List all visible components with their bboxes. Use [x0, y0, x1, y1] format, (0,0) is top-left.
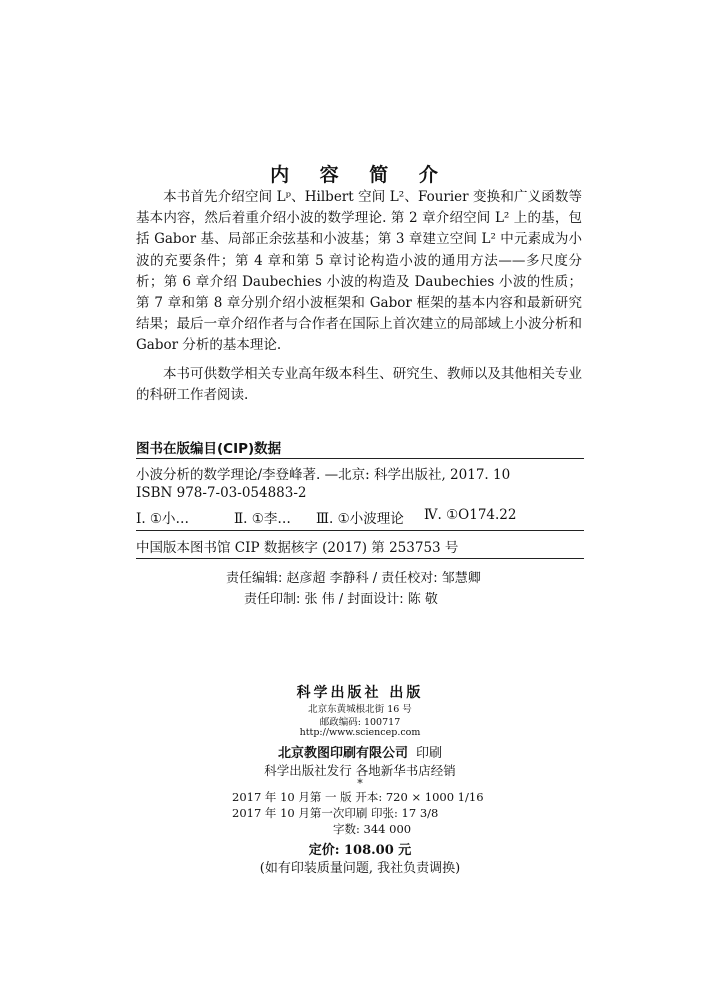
- cip-class-4: Ⅳ. ①O174.22: [424, 507, 517, 523]
- publisher-website: http://www.sciencep.com: [299, 727, 421, 738]
- cip-catalog-line: 小波分析的数学理论/李登峰著. —北京: 科学出版社, 2017. 10: [136, 467, 511, 483]
- quality-notice: (如有印装质量问题, 我社负责调换): [259, 861, 461, 876]
- printer-suffix: 印刷: [416, 746, 443, 761]
- publisher-address: 北京东黄城根北街 16 号: [308, 704, 412, 715]
- summary-paragraph-1: [136, 187, 582, 357]
- edition-line: 2017 年 10 月第 一 版 开本: 720 × 1000 1/16: [232, 790, 484, 804]
- cip-isbn: ISBN 978-7-03-054883-2: [136, 485, 307, 501]
- credits-editors: 责任编辑: 赵彦超 李静科 / 责任校对: 邹慧卿: [226, 571, 481, 586]
- cip-data-number: 中国版本图书馆 CIP 数据核字 (2017) 第 253753 号: [136, 540, 459, 556]
- summary-heading: 内 容 简 介: [270, 164, 450, 186]
- cip-class-3: Ⅲ. ①小波理论: [316, 511, 404, 527]
- printer-line: [0, 742, 720, 761]
- printer-name: 北京教图印刷有限公司: [277, 746, 408, 761]
- cip-class-1: Ⅰ. ①小…: [136, 511, 190, 527]
- publisher-postcode: 邮政编码: 100717: [319, 717, 401, 728]
- word-count: 字数: 344 000: [333, 822, 412, 836]
- summary-paragraph-2: [136, 364, 582, 406]
- publisher-name: 科学出版社 出版: [296, 685, 424, 701]
- printing-line: 2017 年 10 月第一次印刷 印张: 17 3/8: [232, 806, 439, 820]
- credits-production: 责任印制: 张 伟 / 封面设计: 陈 敬: [244, 592, 438, 607]
- summary-paragraph-2-text: 本书可供数学相关专业高年级本科生、研究生、教师以及其他相关专业的科研工作者阅读.: [136, 366, 582, 404]
- cip-title: 图书在版编目(CIP)数据: [136, 441, 282, 457]
- cip-class-2: Ⅱ. ①李…: [234, 511, 291, 527]
- summary-paragraph-1-text: 本书首先介绍空间 Lᵖ、Hilbert 空间 L²、Fourier 变换和广义函数等基本内容，然后着重介绍小波的数学理论. 第 2 章介绍空间 L² 上的基，包括 Gabor 基、局部正余弦基和小波基；第 3 章建立空间 L² 中元素成为小波的充要条件；第 4 章和第 5 章讨论构造小波的通用方法——多尺度分析；第 6 章介绍 Daubechies 小波的构造及 Daubechies 小波的性质；第 7 章和第 8 章分别介绍小波框架和 Gabor 框架的基本内容和最新研究结果；最后一章介绍作者与合作者在国际上首次建立的局部域上小波分析和 Gabor 分析的基本理论.: [136, 189, 582, 354]
- price: 定价: 108.00 元: [308, 843, 412, 858]
- cip-bottom-rule: [136, 558, 584, 559]
- separator-star: *: [357, 777, 363, 790]
- distribution-line: 科学出版社发行 各地新华书店经销: [264, 763, 456, 778]
- cip-top-rule: [136, 458, 584, 459]
- cip-middle-rule: [136, 530, 584, 531]
